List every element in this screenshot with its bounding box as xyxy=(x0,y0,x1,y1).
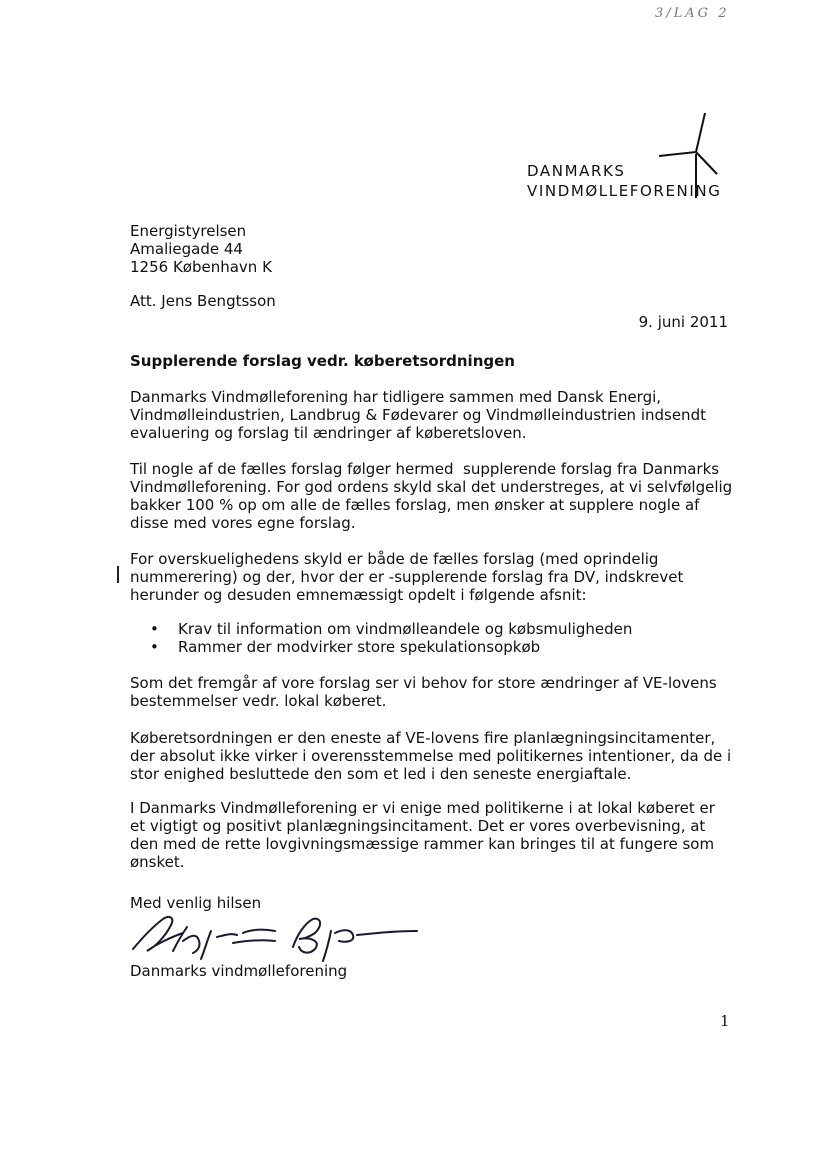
margin-mark xyxy=(117,566,119,583)
recipient-address xyxy=(130,222,272,276)
letterhead-logo xyxy=(527,110,732,200)
paragraph-line: der absolut ikke virker i overensstemmelse med politikernes intentioner, da de i xyxy=(130,747,732,765)
paragraph-line: herunder og desuden emnemæssigt opdelt i følgende afsnit: xyxy=(130,586,587,604)
paragraph-line: den med de rette lovgivningsmæssige rammer kan bringes til at fungere som xyxy=(130,835,715,853)
letterhead-line2: VINDMØLLEFORENING xyxy=(527,182,722,200)
list-item: • Rammer der modvirker store spekulationsopkøb xyxy=(150,638,632,656)
paragraph-line: nummerering) og der, hvor der er -supplerende forslag fra DV, indskrevet xyxy=(130,568,684,586)
attention-line: Att. Jens Bengtsson xyxy=(130,292,276,310)
recipient-city: 1256 København K xyxy=(130,258,272,276)
handwritten-annotation: 3/LAG 2 xyxy=(655,6,730,21)
paragraph-line: evaluering og forslag til ændringer af køberetsloven. xyxy=(130,424,527,442)
paragraph-5 xyxy=(130,729,740,783)
closing-salutation: Med venlig hilsen xyxy=(130,894,262,912)
paragraph-line: et vigtigt og positivt planlægningsincitament. Det er vores overbevisning, at xyxy=(130,817,706,835)
paragraph-line: bestemmelser vedr. lokal køberet. xyxy=(130,692,387,710)
paragraph-line: For overskuelighedens skyld er både de fælles forslag (med oprindelig xyxy=(130,550,659,568)
paragraph-line: Køberetsordningen er den eneste af VE-lovens fire planlægningsincitamenter, xyxy=(130,729,716,747)
paragraph-line: Vindmølleindustrien, Landbrug & Fødevarer og Vindmølleindustrien indsendt xyxy=(130,406,706,424)
list-item: • Krav til information om vindmølleandele og købsmuligheden xyxy=(150,620,632,638)
letterhead-line1: DANMARKS xyxy=(527,162,626,180)
handwritten-signature xyxy=(125,907,425,965)
paragraph-2 xyxy=(130,460,740,532)
paragraph-line: Danmarks Vindmølleforening har tidligere sammen med Dansk Energi, xyxy=(130,388,662,406)
subject-line: Supplerende forslag vedr. køberetsordningen xyxy=(130,352,515,370)
paragraph-4 xyxy=(130,674,740,710)
paragraph-3 xyxy=(130,550,740,604)
paragraph-line: stor enighed besluttede den som et led i den seneste energiaftale. xyxy=(130,765,632,783)
paragraph-line: ønsket. xyxy=(130,853,185,871)
paragraph-line: disse med vores egne forslag. xyxy=(130,514,356,532)
paragraph-1 xyxy=(130,388,740,442)
page-number: 1 xyxy=(720,1012,730,1030)
paragraph-line: I Danmarks Vindmølleforening er vi enige med politikerne i at lokal køberet er xyxy=(130,799,715,817)
letter-date: 9. juni 2011 xyxy=(638,313,728,331)
recipient-name: Energistyrelsen xyxy=(130,222,247,240)
paragraph-line: bakker 100 % op om alle de fælles forslag, men ønsker at supplere nogle af xyxy=(130,496,700,514)
paragraph-6 xyxy=(130,799,740,871)
paragraph-line: Som det fremgår af vore forslag ser vi behov for store ændringer af VE-lovens xyxy=(130,674,717,692)
bullet-list xyxy=(150,620,632,656)
recipient-street: Amaliegade 44 xyxy=(130,240,243,258)
signer-name: Danmarks vindmølleforening xyxy=(130,962,348,980)
paragraph-line: Til nogle af de fælles forslag følger hermed supplerende forslag fra Danmarks xyxy=(130,460,720,478)
paragraph-line: Vindmølleforening. For god ordens skyld skal det understreges, at vi selvfølgelig xyxy=(130,478,733,496)
